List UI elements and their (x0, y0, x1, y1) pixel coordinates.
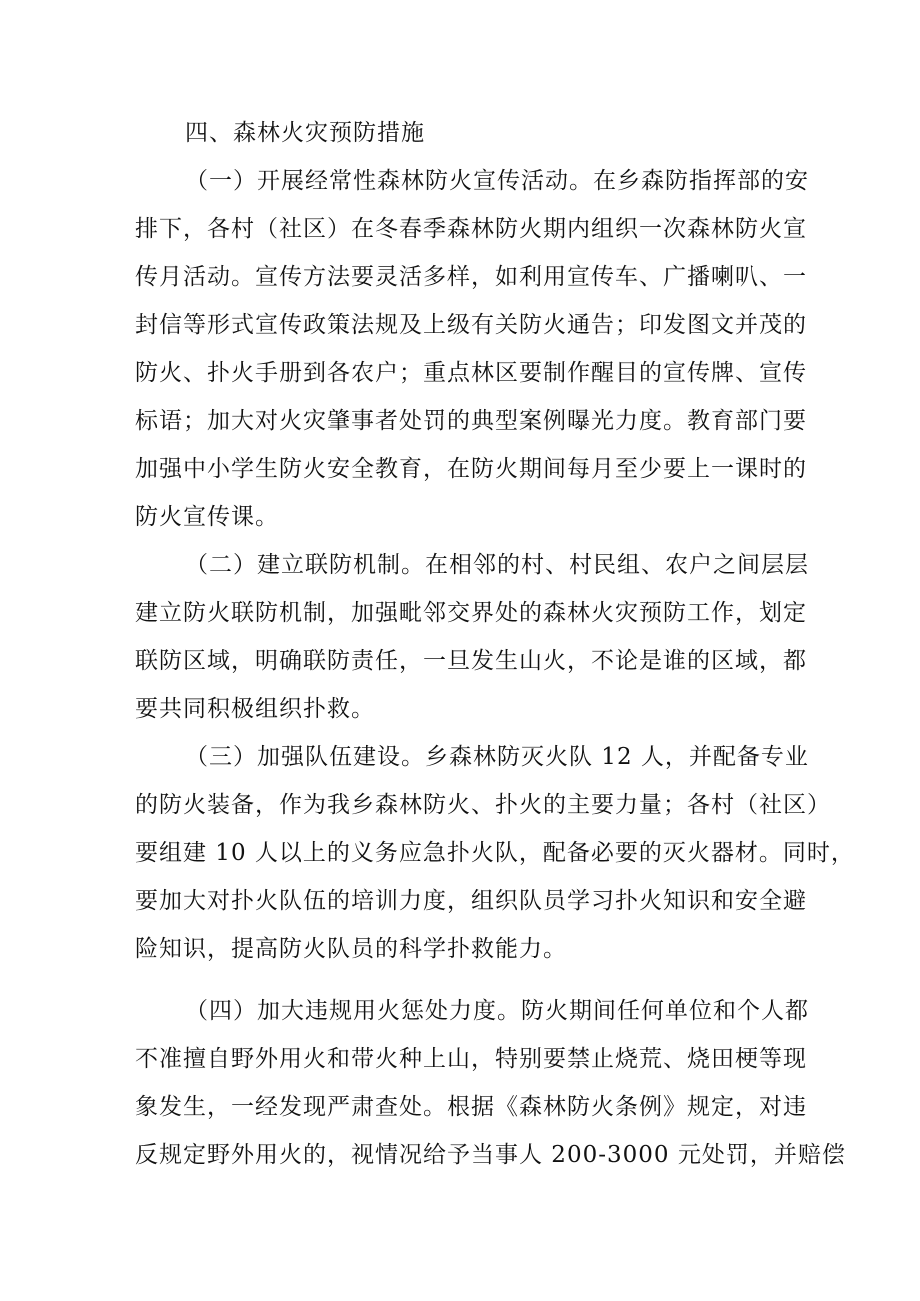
paragraph-1-line-1: （一）开展经常性森林防火宣传活动。在乡森防指挥部的安 (185, 168, 809, 194)
paragraph-1-line-7: 加强中小学生防火安全教育，在防火期间每月至少要上一课时的 (135, 456, 807, 482)
section-heading: 四、森林火灾预防措施 (185, 120, 425, 146)
paragraph-1-line-4: 封信等形式宣传政策法规及上级有关防火通告；印发图文并茂的 (135, 312, 807, 338)
paragraph-3-line-3: 要组建 10 人以上的义务应急扑火队，配备必要的灭火器材。同时， (135, 840, 855, 866)
paragraph-2-line-2: 建立防火联防机制，加强毗邻交界处的森林火灾预防工作，划定 (135, 600, 807, 626)
paragraph-1-line-2: 排下，各村（社区）在冬春季森林防火期内组织一次森林防火宣 (135, 216, 807, 242)
paragraph-1-line-3: 传月活动。宣传方法要灵活多样，如利用宣传车、广播喇叭、一 (135, 264, 807, 290)
paragraph-4-line-3: 象发生，一经发现严肃查处。根据《森林防火条例》规定，对违 (135, 1094, 807, 1120)
paragraph-3-line-1: （三）加强队伍建设。乡森林防灭火队 12 人，并配备专业 (185, 744, 809, 770)
paragraph-4-line-4: 反规定野外用火的，视情况给予当事人 200-3000 元处罚，并赔偿 (135, 1142, 846, 1168)
paragraph-4-line-1: （四）加大违规用火惩处力度。防火期间任何单位和个人都 (185, 998, 809, 1024)
paragraph-3-line-2: 的防火装备，作为我乡森林防火、扑火的主要力量；各村（社区） (135, 792, 831, 818)
paragraph-3-line-5: 险知识，提高防火队员的科学扑救能力。 (135, 936, 567, 962)
paragraph-1-line-5: 防火、扑火手册到各农户；重点林区要制作醒目的宣传牌、宣传 (135, 360, 807, 386)
paragraph-2-line-3: 联防区域，明确联防责任，一旦发生山火，不论是谁的区域，都 (135, 648, 807, 674)
paragraph-2-line-1: （二）建立联防机制。在相邻的村、村民组、农户之间层层 (185, 552, 809, 578)
paragraph-1-line-6: 标语；加大对火灾肇事者处罚的典型案例曝光力度。教育部门要 (135, 408, 807, 434)
paragraph-1-line-8: 防火宣传课。 (135, 504, 279, 530)
paragraph-3-line-4: 要加大对扑火队伍的培训力度，组织队员学习扑火知识和安全避 (135, 888, 807, 914)
paragraph-4-line-2: 不准擅自野外用火和带火种上山，特别要禁止烧荒、烧田梗等现 (135, 1046, 807, 1072)
paragraph-2-line-4: 要共同积极组织扑救。 (135, 696, 375, 722)
